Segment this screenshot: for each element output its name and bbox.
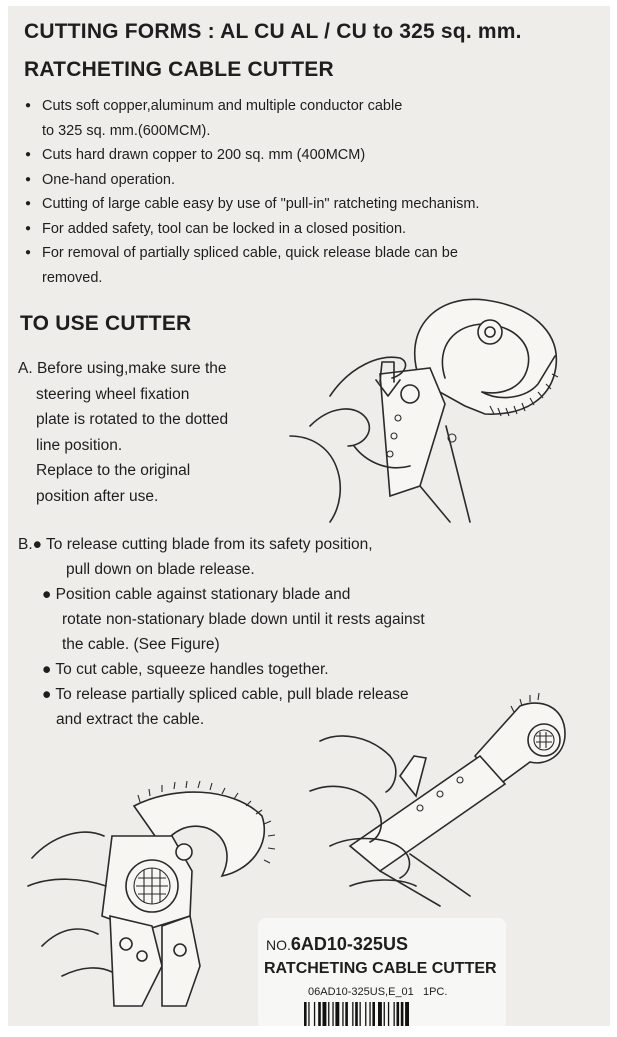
step-a-line: plate is rotated to the dotted [36,411,229,428]
barcode-bar [401,1002,404,1026]
product-quantity: 1PC. [422,986,448,998]
cutter-jaw-illustration [22,766,272,1006]
step-b-line: B.● To release cutting blade from its safety position, [18,536,373,553]
barcode-bar [397,1002,400,1026]
barcode-bar [323,1002,327,1026]
feature-text: Cuts soft copper,aluminum and multiple conductor cable [42,98,403,114]
step-a-line: position after use. [36,487,159,505]
barcode-bar [328,1002,329,1026]
step-b-line: ● To cut cable, squeeze handles together. [42,661,329,678]
step-a-line: A. Before using,make sure the [18,360,227,377]
barcode-image [304,1002,484,1026]
feature-item [24,192,584,217]
fixation-plate-illustration [270,286,590,526]
feature-item [24,241,584,290]
step-a-text [18,356,278,509]
barcode-bar [345,1002,348,1026]
title-product: RATCHETING CABLE CUTTER [24,58,334,81]
feature-item [24,94,584,143]
feature-item [24,217,584,242]
step-a-line: Replace to the original [36,462,191,479]
feature-text: Cuts hard drawn copper to 200 sq. mm (400MCM) [42,147,366,163]
model-name: RATCHETING CABLE CUTTER [264,960,497,977]
barcode-bar [394,1002,395,1026]
title-prefix: CUTTING FORMS : [24,20,215,43]
product-label [258,918,506,1026]
model-prefix: NO. [266,937,291,953]
feature-text: Cutting of large cable easy by use of "pull-in" ratcheting mechanism. [42,196,480,212]
barcode-bar [332,1002,333,1026]
feature-text: One-hand operation. [42,171,176,188]
barcode-bar [355,1002,358,1026]
step-a-line: steering wheel fixation [36,385,190,403]
barcode-bar [365,1002,366,1026]
title-materials: AL CU AL / CU to 325 sq. mm. [220,20,522,43]
feature-item [24,143,584,168]
feature-text: For added safety, tool can be locked in a closed position. [42,220,407,237]
barcode-bar [342,1002,343,1026]
barcode-bar [372,1002,375,1026]
step-b-line: ● Position cable against stationary blade and [42,586,351,603]
model-code-bold: 6AD10-325US [290,934,408,954]
feature-list [24,94,584,290]
barcode-bar [335,1002,339,1026]
step-b-line: and extract the cable. [56,711,205,728]
barcode-bar [378,1002,382,1026]
barcode-bar [369,1002,370,1026]
barcode-bar [405,1002,409,1026]
feature-text: For removal of partially spliced cable, quick release blade can be [42,245,458,261]
product-code-line [308,986,447,998]
barcode-bar [304,1002,307,1026]
barcode-bar [318,1002,321,1026]
step-a-line: line position. [36,436,123,454]
step-b-line: pull down on blade release. [66,561,255,578]
feature-item [24,168,584,193]
barcode-bar [360,1002,361,1026]
barcode-bar [352,1002,353,1026]
feature-text-cont: removed. [42,269,103,286]
instruction-sheet [8,6,610,1026]
step-b-line: ● To release partially spliced cable, pull blade release [42,686,409,703]
product-code: 06AD10-325US,E_01 [308,986,414,998]
barcode-bar [384,1002,385,1026]
use-cutter-heading: TO USE CUTTER [20,312,192,335]
step-b-line: rotate non-stationary blade down until it rests against [62,611,425,628]
barcode-bar [388,1002,389,1026]
barcode-bar [314,1002,315,1026]
squeeze-handles-illustration [290,696,580,916]
step-b-line: the cable. (See Figure) [62,636,220,653]
feature-text-cont: to 325 sq. mm.(600MCM). [42,122,211,139]
model-number [266,934,408,955]
barcode-bar [308,1002,309,1026]
title-cutting-forms [24,20,522,44]
